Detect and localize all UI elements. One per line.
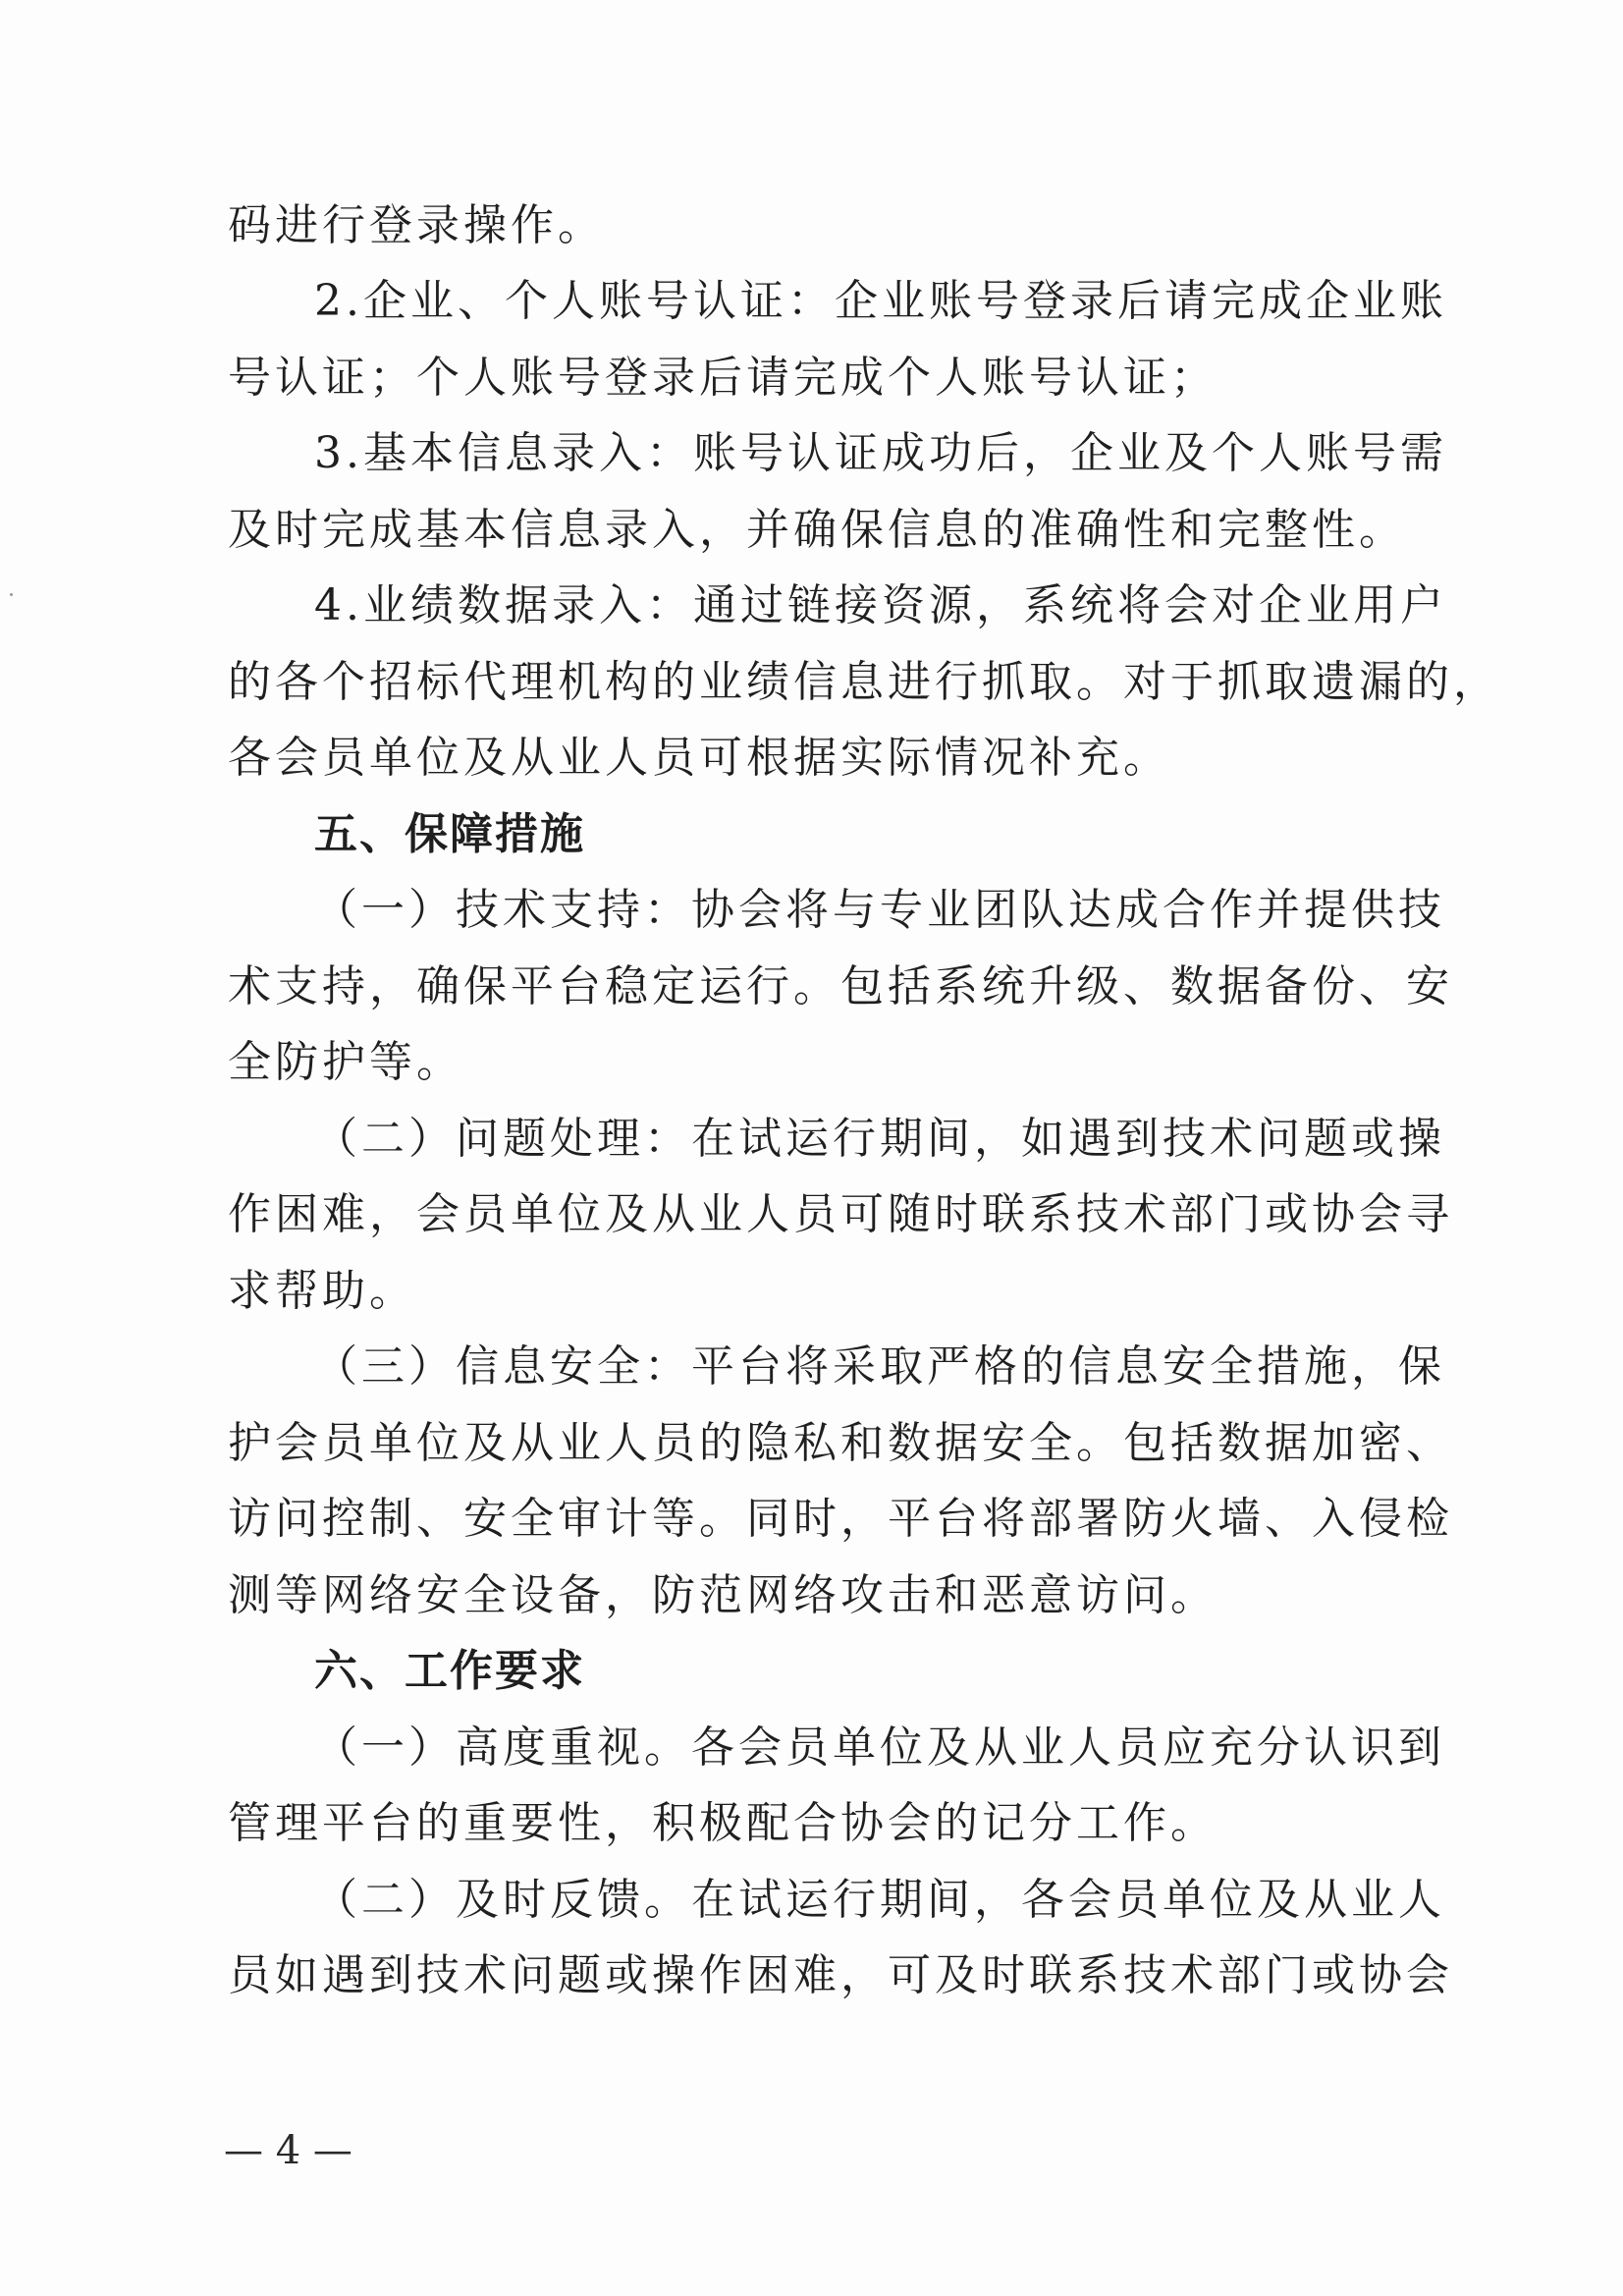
text-line: 2.企业、个人账号认证：企业账号登录后请完成企业账 xyxy=(314,276,1447,326)
text-line: （一）高度重视。各会员单位及从业人员应充分认识到 xyxy=(314,1722,1445,1773)
text-line: 及时完成基本信息录入，并确保信息的准确性和完整性。 xyxy=(228,505,1406,555)
text-line: （二）问题处理：在试运行期间，如遇到技术问题或操 xyxy=(314,1114,1445,1164)
text-line: 员如遇到技术问题或操作困难，可及时联系技术部门或协会 xyxy=(228,1950,1453,2000)
text-line: 护会员单位及从业人员的隐私和数据安全。包括数据加密、 xyxy=(228,1418,1453,1468)
text-line: 访问控制、安全审计等。同时，平台将部署防火墙、入侵检 xyxy=(228,1494,1453,1544)
text-line: 各会员单位及从业人员可根据实际情况补充。 xyxy=(228,733,1170,783)
text-line: （一）技术支持：协会将与专业团队达成合作并提供技 xyxy=(314,885,1445,935)
section-heading: 五、保障措施 xyxy=(314,809,585,859)
text-line: 求帮助。 xyxy=(228,1266,416,1316)
page-number: — 4 — xyxy=(224,2128,352,2173)
text-line: 管理平台的重要性，积极配合协会的记分工作。 xyxy=(228,1798,1217,1848)
text-line: 码进行登录操作。 xyxy=(228,200,605,250)
text-line: 测等网络安全设备，防范网络攻击和恶意访问。 xyxy=(228,1570,1217,1620)
text-line: 作困难，会员单位及从业人员可随时联系技术部门或协会寻 xyxy=(228,1189,1453,1239)
text-line: 4.业绩数据录入：通过链接资源，系统将会对企业用户 xyxy=(314,580,1447,630)
text-line: 号认证；个人账号登录后请完成个人账号认证； xyxy=(228,353,1217,403)
text-line: （二）及时反馈。在试运行期间，各会员单位及从业人 xyxy=(314,1875,1445,1925)
text-line: 3.基本信息录入：账号认证成功后，企业及个人账号需 xyxy=(314,428,1447,478)
section-heading: 六、工作要求 xyxy=(314,1646,585,1696)
text-line: （三）信息安全：平台将采取严格的信息安全措施，保 xyxy=(314,1341,1445,1392)
text-line: 术支持，确保平台稳定运行。包括系统升级、数据备份、安 xyxy=(228,961,1453,1011)
text-line: 全防护等。 xyxy=(228,1037,463,1087)
scan-speck xyxy=(10,593,13,596)
text-line: 的各个招标代理机构的业绩信息进行抓取。对于抓取遗漏的， xyxy=(228,657,1500,707)
